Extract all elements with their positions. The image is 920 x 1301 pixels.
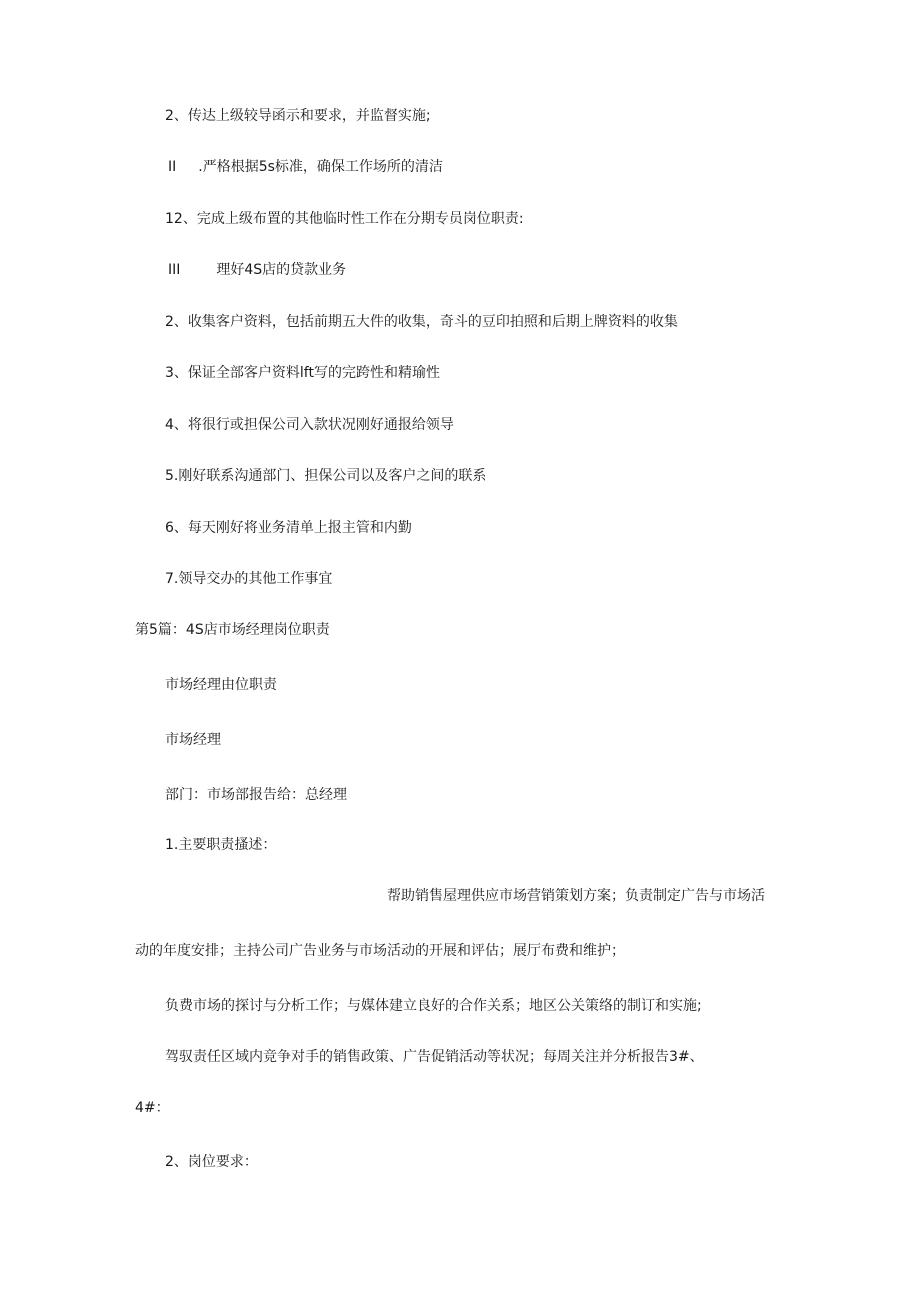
line-05: 2、收集客户资料，包括前期五大件的收集，奇斗的豆印拍照和后期上牌资料的收集 [165, 314, 678, 330]
line-19: 驾驭责任区域内竞争对手的销售政策、广告促销活动等状况；每周关注并分析报告3#、 [165, 1049, 704, 1065]
line-06: 3、保证全部客户资料lft写的完跨性和精瑜性 [165, 365, 440, 381]
line-10: 7.领导交办的其他工作事宜 [165, 571, 333, 587]
line-09: 6、每天刚好将业务清单上报主管和内勤 [165, 520, 412, 536]
line-16: 帮助销售屋理供应市场营销策划方案；负责制定广告与市场活 [387, 888, 765, 904]
line-04-numeral: III [168, 262, 181, 278]
line-03: 12、完成上级布置的其他临时性工作在分期专员岗位职责: [165, 211, 524, 227]
line-04 [168, 260, 346, 280]
line-21: 2、岗位要求： [165, 1154, 258, 1170]
line-17: 动的年度安排；主持公司广告业务与市场活动的开展和评估；展厅布费和维护； [135, 943, 625, 959]
line-07: 4、将很行或担保公司入款状况刚好通报给领导 [165, 417, 454, 433]
line-02-text: .严格根据5s标准，确保工作场所的清洁 [198, 159, 443, 175]
line-13: 市场经理 [165, 732, 221, 748]
line-08: 5.刚好联系沟通部门、担保公司以及客户之间的联系 [165, 468, 487, 484]
line-01: 2、传达上级较导函示和要求，并监督实施; [165, 108, 431, 124]
line-04-text: 理好4S店的贷款业务 [216, 262, 347, 278]
line-14: 部门：市场部报告给：总经理 [165, 787, 347, 803]
line-12: 市场经理由位职责 [165, 677, 277, 693]
line-02-numeral: II [168, 159, 177, 175]
line-18: 负费市场的探讨与分析工作；与媒体建立良好的合作关系；地区公关策络的制订和实施; [165, 998, 702, 1014]
line-20: 4#： [135, 1100, 170, 1116]
line-15: 1.主要职责搔述： [165, 837, 277, 853]
line-02 [168, 157, 443, 177]
section-heading: 第5篇：4S店市场经理岗位职责 [135, 622, 330, 638]
